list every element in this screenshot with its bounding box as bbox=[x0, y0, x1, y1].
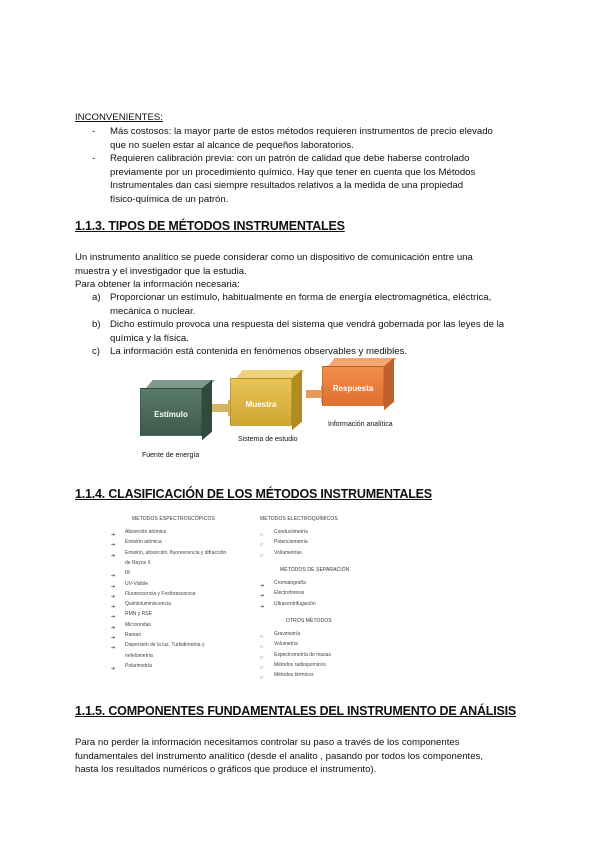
bullet-icon: ○ bbox=[260, 654, 264, 661]
bullet-icon: ○ bbox=[260, 532, 264, 538]
classification-item: de Rayos X bbox=[125, 559, 151, 566]
box-label: Muestra bbox=[245, 400, 277, 409]
box-label: Respuesta bbox=[332, 384, 374, 393]
list-marker: b) bbox=[92, 319, 101, 330]
text-line: Dicho estímulo provoca una respuesta del sistema que vendrá gobernada por las leyes de la bbox=[110, 319, 505, 330]
bullet-icon: ➔ bbox=[111, 552, 116, 559]
text-line: Instrumentales dan casi siempre resultados relativos a la medida de una propiedad bbox=[110, 180, 464, 192]
box-label: Estímulo bbox=[154, 410, 188, 419]
section-title-113: 1.1.3. TIPOS DE MÉTODOS INSTRUMENTALES bbox=[75, 219, 345, 233]
bullet-icon: ➔ bbox=[111, 532, 116, 538]
bullet-icon: ➔ bbox=[260, 583, 265, 589]
classification-item: Emisión, absorción, fluorescencia y difracción bbox=[125, 549, 227, 556]
estimulo-box bbox=[140, 388, 220, 440]
list-item-a bbox=[110, 291, 530, 318]
text-line: previamente por un procedimiento químico. Hay que tener en cuenta que los Métodos bbox=[110, 166, 476, 178]
list-item-c bbox=[110, 345, 530, 359]
classification-item: Espectrometría de masas bbox=[274, 651, 331, 658]
classification-item: UV-Visible bbox=[125, 580, 148, 587]
bullet-icon: ➔ bbox=[111, 614, 116, 621]
column-heading: OTROS MÉTODOS bbox=[286, 618, 332, 624]
column-heading: MÉTODOS ESPECTROSCÓPICOS bbox=[132, 516, 215, 522]
text-line: hasta los resultados numéricos o gráficos que produce el instrumento). bbox=[75, 764, 377, 776]
classification-item: Fluorescencia y Fosforescencia bbox=[125, 590, 196, 597]
classification-item: Métodos térmicos bbox=[274, 672, 314, 679]
list-item-b bbox=[110, 318, 530, 345]
bullet-icon: ○ bbox=[260, 542, 264, 549]
classification-item: Emisión atómica bbox=[125, 539, 162, 546]
bullet-icon: ➔ bbox=[111, 542, 116, 549]
section-title-114: 1.1.4. CLASIFICACIÓN DE LOS MÉTODOS INSTRUMENTALES bbox=[75, 487, 432, 501]
bullet-icon: ➔ bbox=[111, 593, 116, 600]
bullet-icon: ➔ bbox=[111, 645, 116, 652]
list-marker: a) bbox=[92, 292, 101, 303]
diagram-caption: Información analítica bbox=[328, 421, 393, 428]
text-line: Un instrumento analítico se puede considerar como un dispositivo de comunicación entre una bbox=[75, 252, 473, 263]
bullet-icon: ➔ bbox=[111, 635, 116, 641]
classification-item: Electroforesis bbox=[274, 590, 305, 597]
bullet-icon: ○ bbox=[260, 634, 264, 640]
bullet-icon: ➔ bbox=[111, 583, 116, 590]
stimulus-response-diagram bbox=[130, 360, 430, 465]
classification-item: IR bbox=[125, 570, 130, 577]
text-line: fundamentales del instrumento analítico (desde el analito , pasando por todos los componentes, bbox=[75, 750, 483, 762]
bullet-icon: ○ bbox=[260, 552, 264, 559]
text-line: química y la física. bbox=[110, 332, 189, 344]
classification-item: Métodos radioquímicos bbox=[274, 661, 326, 668]
bullet-icon: ○ bbox=[260, 644, 264, 651]
classification-item: Ultracentrifugación bbox=[274, 600, 316, 607]
classification-item: RMN y RSE bbox=[125, 611, 152, 618]
classification-item: Absorción atómica bbox=[125, 529, 167, 535]
bullet-icon: ➔ bbox=[111, 604, 116, 611]
column-heading: MÉTODOS DE SEPARACIÓN bbox=[280, 567, 350, 573]
section-115-text bbox=[75, 736, 535, 777]
text-line: muestra y el investigador que la estudia. bbox=[75, 265, 247, 277]
classification-item: Conductimetría bbox=[274, 529, 308, 535]
classification-item: Raman bbox=[125, 632, 142, 638]
text-line: Requieren calibración previa: con un patrón de calidad que debe haberse controlado bbox=[110, 153, 470, 164]
text-line: Para no perder la información necesitamos controlar su paso a través de los componentes bbox=[75, 737, 460, 748]
bullet-icon: ➔ bbox=[111, 573, 116, 580]
section-title-115: 1.1.5. COMPONENTES FUNDAMENTALES DEL INSTRUMENTO DE ANÁLISIS bbox=[75, 704, 517, 718]
section-113-intro bbox=[75, 251, 525, 292]
classification-table bbox=[100, 510, 430, 690]
classification-item: nefelometría bbox=[125, 652, 153, 659]
muestra-box bbox=[230, 378, 310, 430]
bullet-icon: ➔ bbox=[111, 665, 116, 672]
bullet-dash: - bbox=[92, 126, 96, 137]
classification-item: Gravimetría bbox=[274, 631, 301, 637]
text-line: Proporcionar un estímulo, habitualmente en forma de energía electromagnética, eléctrica, bbox=[110, 292, 492, 303]
text-line: Más costosos: la mayor parte de estos métodos requieren instrumentos de precio elevado bbox=[110, 126, 493, 137]
bullet-icon: ○ bbox=[260, 675, 264, 682]
text-line: físico-química de un patrón. bbox=[110, 193, 229, 205]
bullet-icon: ➔ bbox=[260, 593, 265, 600]
classification-item: Dispersión de la luz, Turbidimetría y bbox=[125, 642, 205, 649]
classification-item: Volumetría bbox=[274, 641, 298, 648]
bullet-icon: ➔ bbox=[260, 603, 265, 610]
list-marker: c) bbox=[92, 346, 100, 357]
bullet-icon: ➔ bbox=[111, 624, 116, 631]
classification-item: Potenciometría bbox=[274, 539, 308, 546]
respuesta-box bbox=[322, 366, 402, 410]
classification-item: Voltametrías bbox=[274, 549, 302, 556]
inconveniente-item-2 bbox=[110, 152, 530, 206]
classification-item: Cromatografía bbox=[274, 580, 306, 586]
text-line: Para obtener la información necesaria: bbox=[75, 279, 240, 291]
diagram-caption: Fuente de energía bbox=[142, 452, 200, 459]
inconveniente-item-1 bbox=[110, 125, 530, 152]
diagram-caption: Sistema de estudio bbox=[238, 436, 298, 443]
bullet-dash: - bbox=[92, 153, 96, 164]
classification-item: Polarimetría bbox=[125, 662, 152, 669]
classification-item: Microondas bbox=[125, 621, 151, 628]
classification-item: Quimioluminiscencia bbox=[125, 601, 171, 608]
inconvenientes-heading: INCONVENIENTES: bbox=[75, 112, 163, 123]
bullet-icon: ○ bbox=[260, 664, 264, 671]
text-line: La información está contenida en fenómenos observables y medibles. bbox=[110, 346, 408, 357]
column-heading: MÉTODOS ELECTROQUÍMICOS bbox=[260, 516, 338, 522]
text-line: que no suelen estar al alcance de pequeños laboratorios. bbox=[110, 139, 354, 151]
text-line: mecánica o nuclear. bbox=[110, 305, 196, 317]
